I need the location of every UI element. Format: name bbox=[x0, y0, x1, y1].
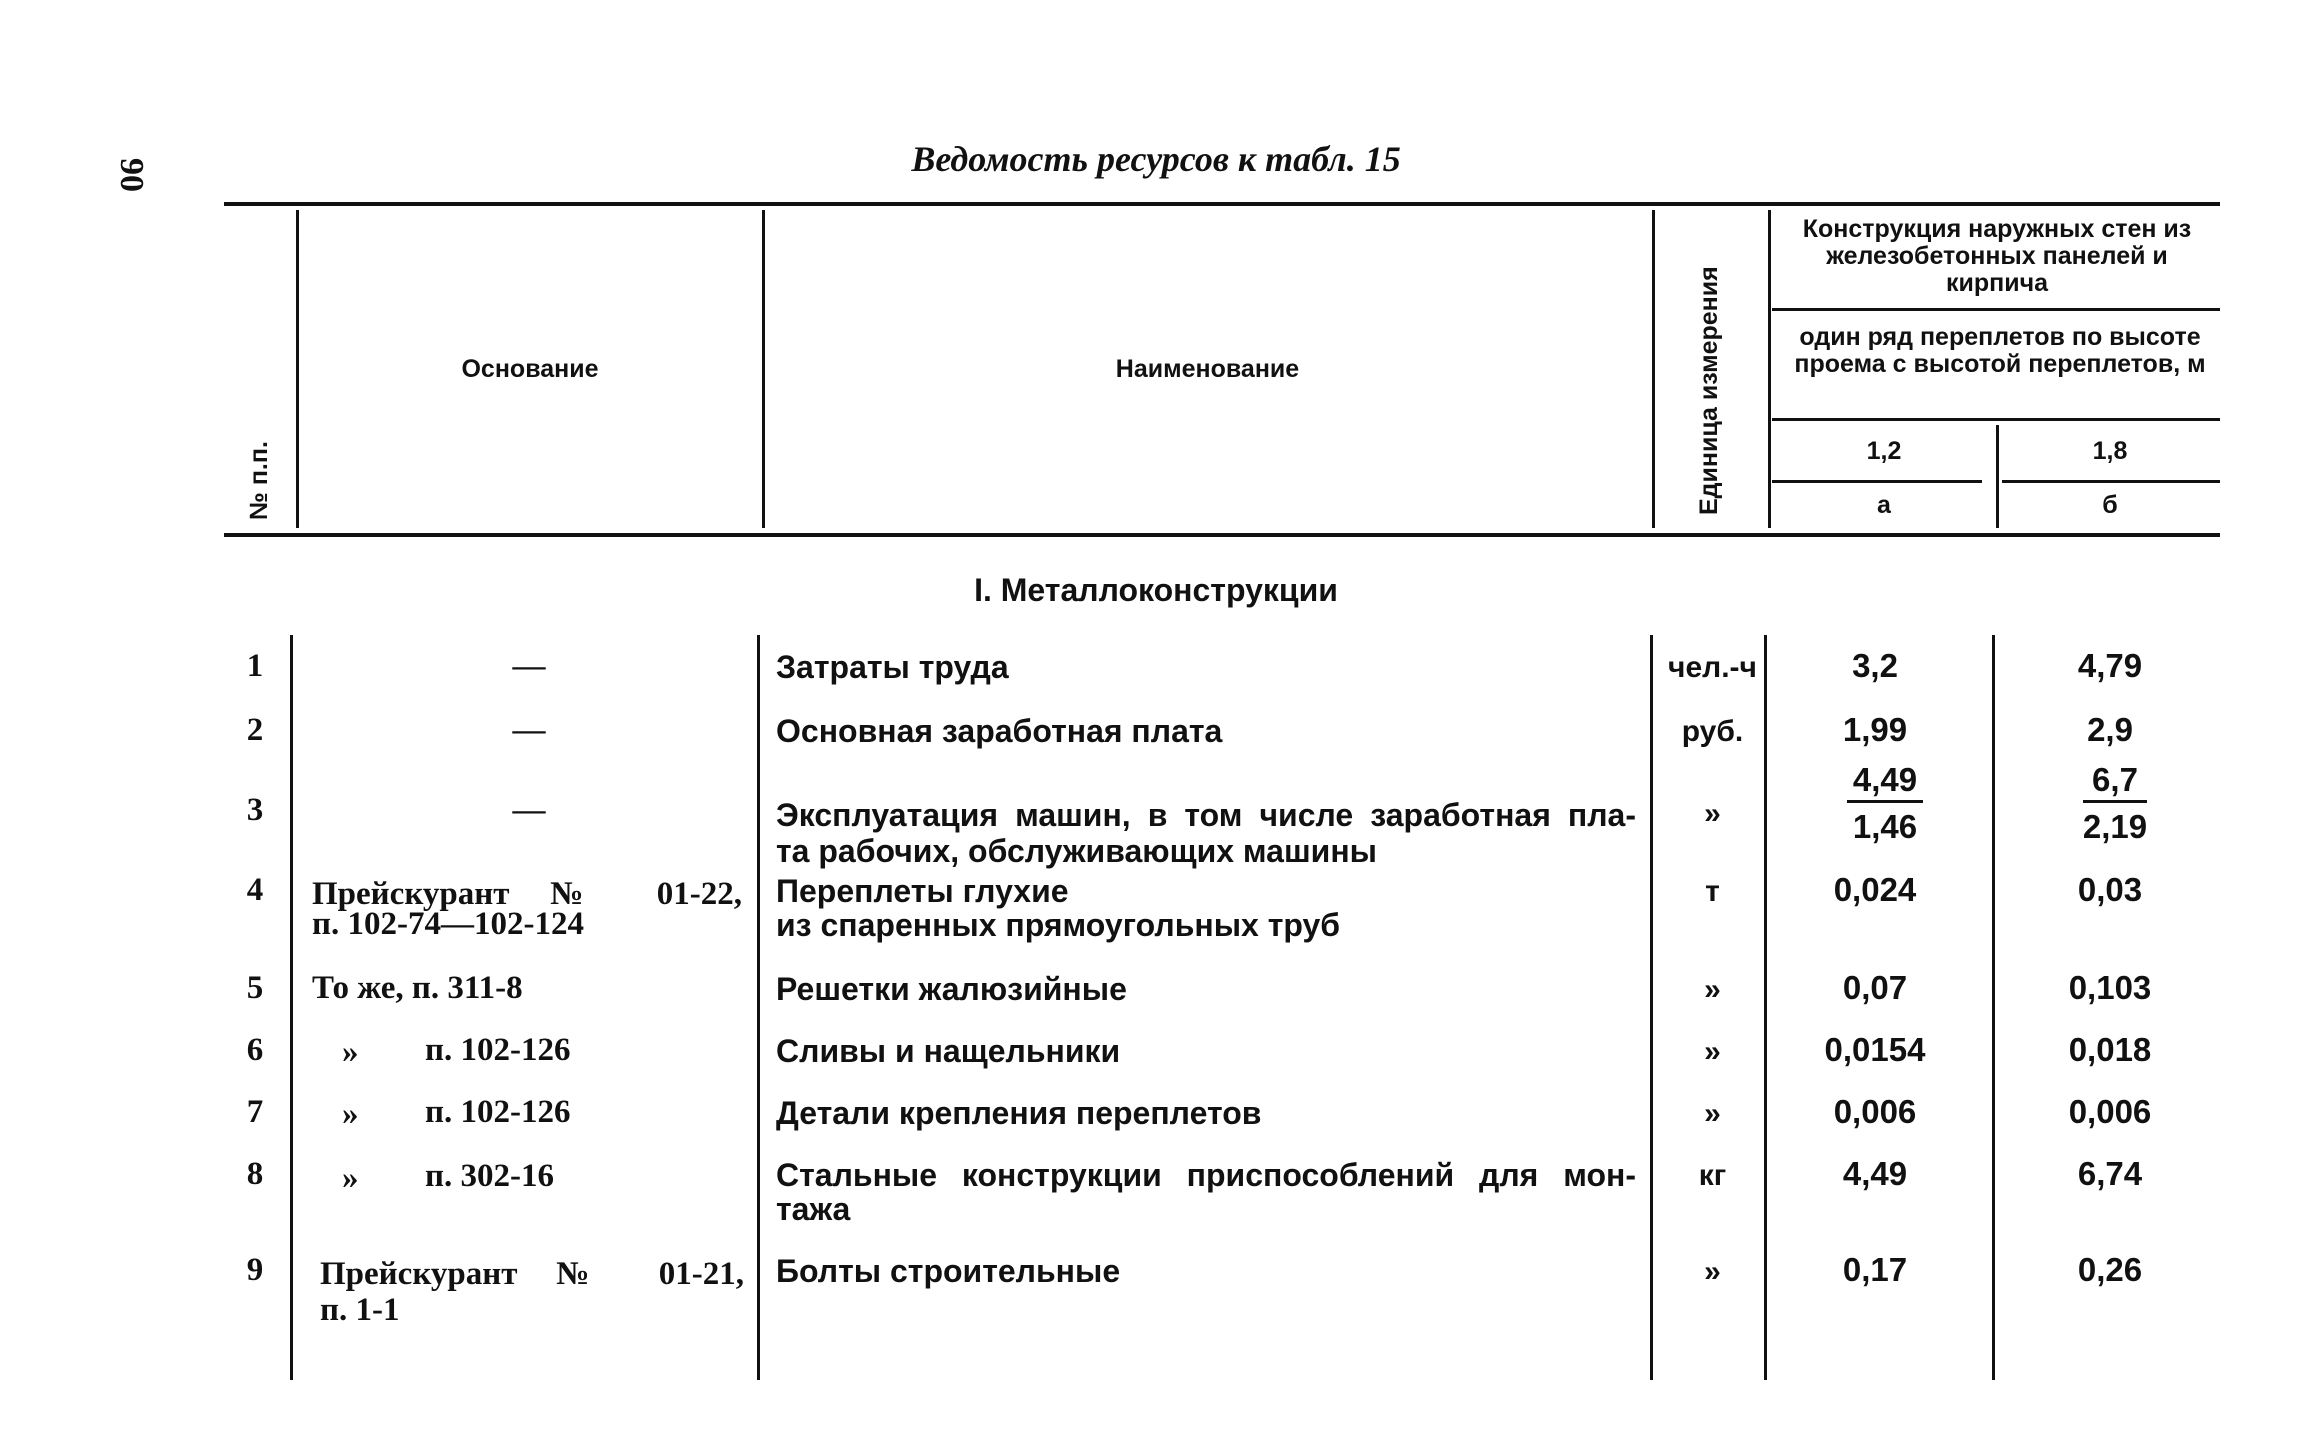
row-value-a: 0,024 bbox=[1833, 871, 1917, 908]
page-number: 90 bbox=[113, 158, 150, 192]
header-inner-rule bbox=[2002, 480, 2220, 483]
header-unit: Единица измерения bbox=[1695, 266, 1723, 515]
section-title: I. Металлоконструкции bbox=[974, 572, 1338, 608]
row-name: Решетки жалюзийные bbox=[776, 971, 1127, 1007]
row-value-b: 0,006 bbox=[2068, 1093, 2152, 1130]
header-num: № п.п. bbox=[245, 441, 273, 520]
row-number: 6 bbox=[246, 1032, 264, 1068]
row-basis-ditto-mark: » bbox=[342, 1034, 359, 1070]
row-value-a-bottom: 1,46 bbox=[1852, 808, 1918, 845]
row-unit: кг bbox=[1698, 1159, 1727, 1192]
row-basis: п. 102-126 bbox=[425, 1032, 571, 1068]
row-unit: руб. bbox=[1681, 715, 1744, 748]
row-value-a: 4,49 bbox=[1842, 1155, 1908, 1192]
row-number: 3 bbox=[246, 792, 264, 828]
header-basis: Основание bbox=[461, 355, 599, 383]
header-code-b: б bbox=[2102, 491, 2118, 519]
row-number: 7 bbox=[246, 1094, 264, 1130]
body-divider bbox=[1992, 635, 1995, 1380]
header-height-a: 1,2 bbox=[1866, 437, 1902, 465]
row-name-line-1: Эксплуатация машин, в том числе заработная пла- bbox=[776, 797, 1636, 833]
row-name: Затраты труда bbox=[776, 649, 1009, 685]
row-basis: — bbox=[512, 712, 546, 748]
row-value-b: 0,103 bbox=[2068, 969, 2152, 1006]
row-name-line-1: Переплеты глухие bbox=[776, 873, 1069, 909]
header-divider bbox=[1996, 425, 1999, 528]
row-basis: п. 302-16 bbox=[425, 1158, 555, 1194]
row-basis-line-1: Прейскурант № 01-21, bbox=[320, 1256, 744, 1292]
row-number: 9 bbox=[246, 1252, 264, 1288]
header-inner-rule bbox=[1772, 480, 1982, 483]
row-number: 4 bbox=[246, 872, 264, 908]
row-name-line-1: Стальные конструкции приспособлений для мон- bbox=[776, 1157, 1636, 1193]
row-number: 8 bbox=[246, 1156, 264, 1192]
row-value-a-fraction bbox=[1830, 762, 1940, 845]
header-divider bbox=[1768, 210, 1771, 528]
row-value-a: 0,17 bbox=[1842, 1251, 1908, 1288]
row-name: Сливы и нащельники bbox=[776, 1033, 1121, 1069]
row-unit: » bbox=[1704, 1035, 1721, 1068]
row-value-b: 2,9 bbox=[2087, 711, 2133, 748]
header-sub-title: один ряд переплетов по высоте проема с высотой переплетов, м bbox=[1794, 323, 2206, 378]
row-value-b: 0,03 bbox=[2077, 871, 2143, 908]
header-height-b: 1,8 bbox=[2092, 437, 2128, 465]
row-name: Болты строительные bbox=[776, 1253, 1121, 1289]
row-value-a-top: 4,49 bbox=[1847, 762, 1923, 803]
row-value-b-top: 6,7 bbox=[2083, 762, 2147, 803]
header-name: Наименование bbox=[1115, 355, 1300, 383]
row-unit: » bbox=[1704, 973, 1721, 1006]
row-name-line-2: тажа bbox=[776, 1191, 851, 1227]
header-code-a: а bbox=[1877, 491, 1891, 519]
body-divider bbox=[1650, 635, 1653, 1380]
header-divider bbox=[1652, 210, 1655, 528]
header-divider bbox=[296, 210, 299, 528]
row-basis: — bbox=[512, 648, 546, 684]
row-unit: чел.-ч bbox=[1668, 651, 1757, 684]
header-inner-rule bbox=[1772, 418, 2220, 421]
row-name: Основная заработная плата bbox=[776, 713, 1223, 749]
header-inner-rule bbox=[1772, 308, 2220, 311]
row-value-a: 3,2 bbox=[1852, 647, 1898, 684]
row-basis: — bbox=[512, 792, 546, 828]
row-unit: т bbox=[1705, 875, 1720, 908]
row-value-b: 0,018 bbox=[2068, 1031, 2152, 1068]
document-title: Ведомость ресурсов к табл. 15 bbox=[911, 139, 1401, 179]
row-value-a: 0,0154 bbox=[1824, 1031, 1926, 1068]
row-number: 5 bbox=[246, 970, 264, 1006]
header-group-title: Конструкция наружных стен из железобетонных панелей и кирпича bbox=[1802, 215, 2192, 297]
row-basis-line-2: п. 102-74—102-124 bbox=[312, 906, 584, 942]
row-number: 2 bbox=[246, 712, 264, 748]
row-basis: п. 102-126 bbox=[425, 1094, 571, 1130]
row-basis-line-1: Прейскурант № 01-22, bbox=[312, 876, 742, 912]
header-bottom-rule bbox=[224, 533, 2220, 537]
row-value-a: 1,99 bbox=[1842, 711, 1908, 748]
row-value-b: 6,74 bbox=[2077, 1155, 2143, 1192]
row-value-b: 0,26 bbox=[2077, 1251, 2143, 1288]
row-basis-ditto-mark: » bbox=[342, 1160, 359, 1196]
row-unit: » bbox=[1704, 797, 1721, 830]
row-value-b: 4,79 bbox=[2077, 647, 2143, 684]
row-value-a: 0,006 bbox=[1833, 1093, 1917, 1130]
row-basis-ditto-mark: » bbox=[342, 1096, 359, 1132]
row-name: Детали крепления переплетов bbox=[776, 1095, 1262, 1131]
row-value-b-fraction bbox=[2060, 762, 2170, 845]
row-name-line-2: из спаренных прямоугольных труб bbox=[776, 907, 1341, 943]
row-number: 1 bbox=[246, 648, 264, 684]
row-value-b-bottom: 2,19 bbox=[2082, 808, 2148, 845]
row-value-a: 0,07 bbox=[1842, 969, 1908, 1006]
row-unit: » bbox=[1704, 1097, 1721, 1130]
row-basis-line-2: п. 1-1 bbox=[320, 1292, 400, 1328]
header-top-rule bbox=[224, 202, 2220, 206]
row-unit: » bbox=[1704, 1255, 1721, 1288]
row-basis: То же, п. 311-8 bbox=[312, 970, 523, 1006]
row-name-line-2: та рабочих, обслуживающих машины bbox=[776, 833, 1377, 869]
